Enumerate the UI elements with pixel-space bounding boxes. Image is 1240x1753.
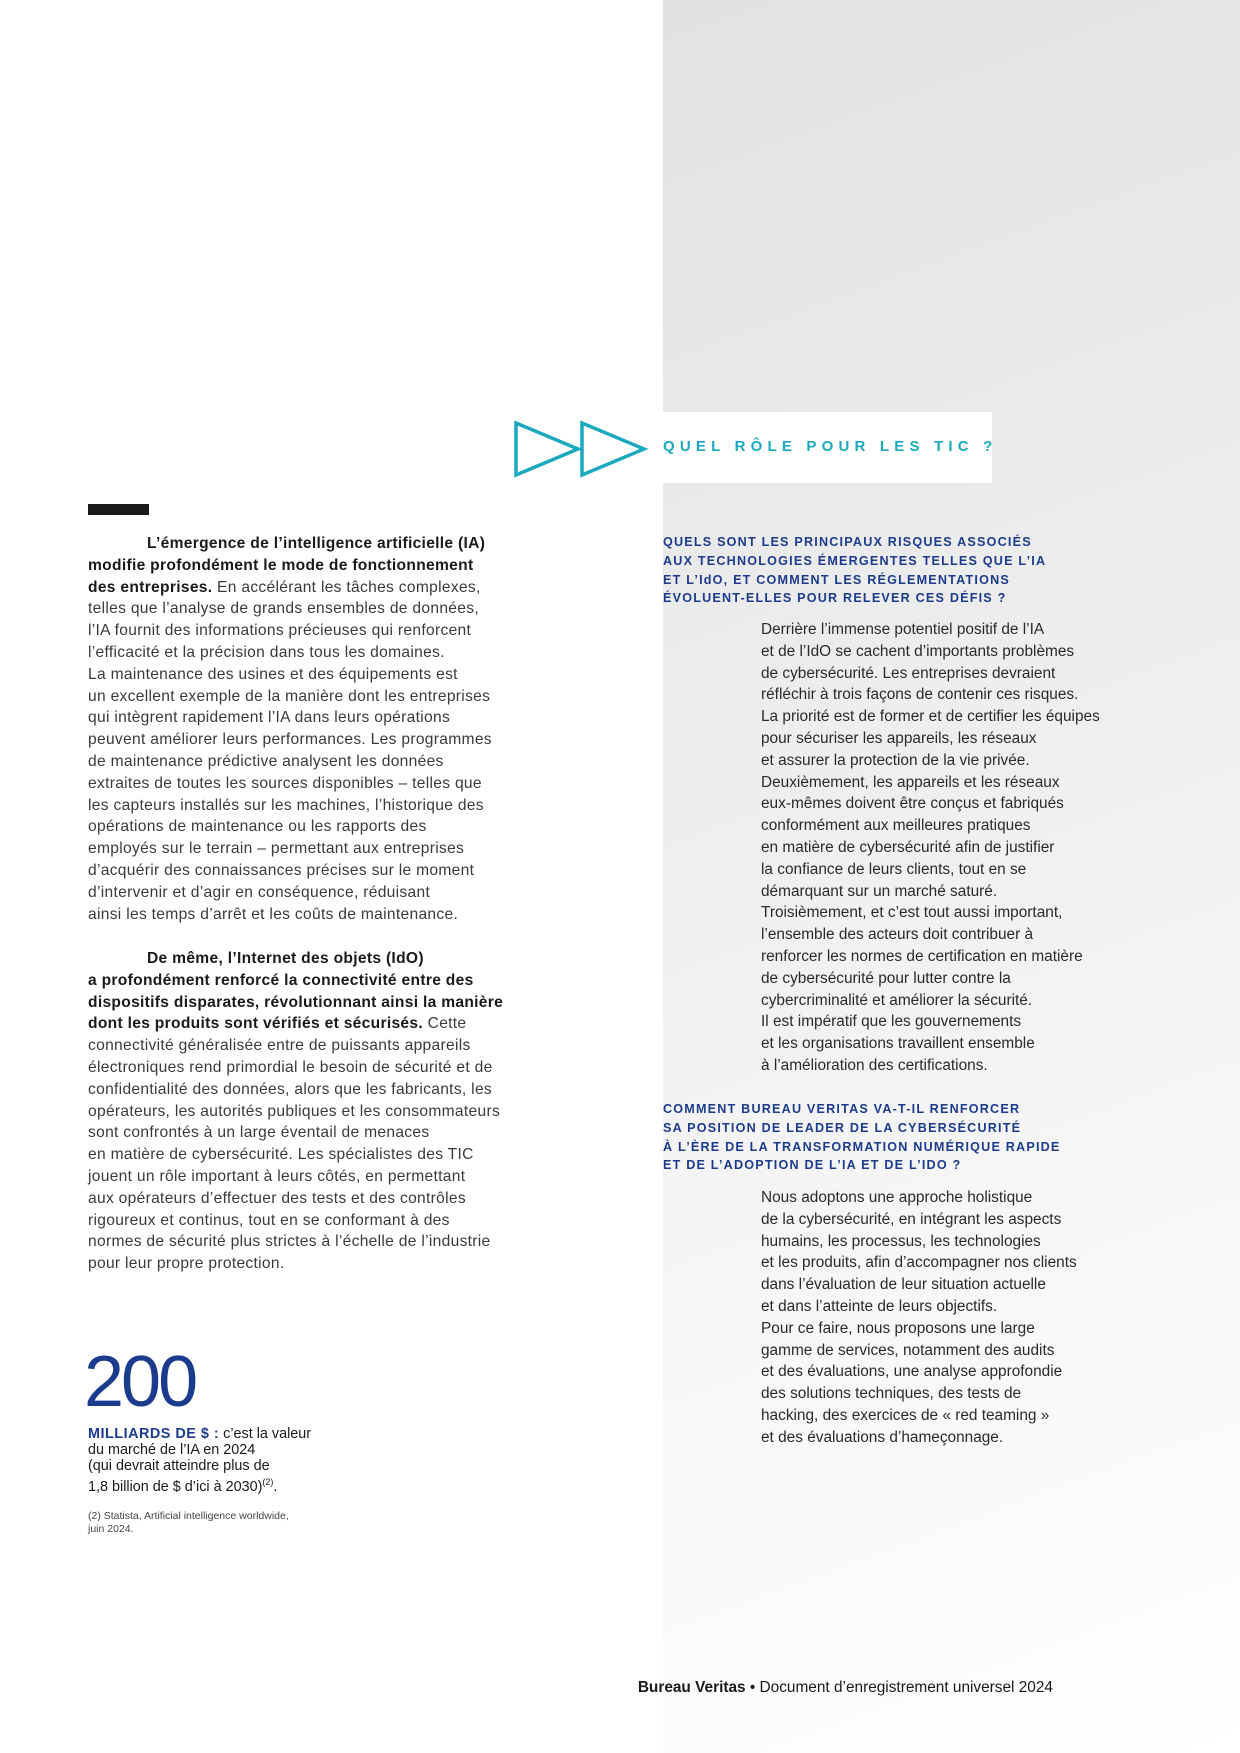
text-line bbox=[88, 860, 492, 882]
bold-text: modifie profondément le mode de fonctionnement bbox=[88, 556, 474, 574]
bold-text: dont les produits sont vérifiés et sécurisés. bbox=[88, 1015, 423, 1033]
text-line: de cybersécurité pour lutter contre la bbox=[761, 969, 1011, 987]
text-line: Nous adoptons une approche holistique bbox=[761, 1189, 1033, 1206]
left-paragraph-iot bbox=[88, 948, 503, 1275]
body-text: l’efficacité et la précision dans tous les domaines. bbox=[88, 643, 445, 661]
bold-text: De même, l’Internet des objets (IdO) bbox=[147, 950, 424, 967]
text-line bbox=[88, 1166, 503, 1188]
text-line: hacking, des exercices de « red teaming » bbox=[761, 1406, 1050, 1424]
body-text: connectivité généralisée entre de puissants appareils bbox=[88, 1037, 471, 1055]
text-line bbox=[88, 1144, 503, 1166]
text-line: en matière de cybersécurité afin de justifier bbox=[761, 838, 1055, 856]
body-text: en matière de cybersécurité. Les spécialistes des TIC bbox=[88, 1146, 474, 1164]
heading-line: ET L’IdO, ET COMMENT LES RÉGLEMENTATIONS bbox=[663, 572, 1010, 587]
body-text: employés sur le terrain – permettant aux entreprises bbox=[88, 840, 465, 858]
text-line: La priorité est de former et de certifier les équipes bbox=[761, 708, 1100, 726]
section-title: QUEL RÔLE POUR LES TIC ? bbox=[663, 438, 998, 455]
body-text: un excellent exemple de la manière dont les entreprises bbox=[88, 687, 491, 705]
text-line: Deuxièmement, les appareils et les réseaux bbox=[761, 773, 1060, 791]
double-triangle-icon bbox=[512, 419, 648, 479]
body-text: rigoureux et continus, tout en se conformant à des bbox=[88, 1211, 450, 1229]
left-paragraph-ai bbox=[88, 533, 492, 925]
body-text: La maintenance des usines et des équipements est bbox=[88, 665, 458, 683]
page-footer bbox=[638, 1679, 1053, 1697]
text-line: à l’amélioration des certifications. bbox=[761, 1056, 988, 1074]
text-line: et les organisations travaillent ensemble bbox=[761, 1035, 1035, 1053]
text-line: Pour ce faire, nous proposons une large bbox=[761, 1319, 1035, 1337]
stat-text: . bbox=[273, 1478, 278, 1495]
stat-label: MILLIARDS DE $ : bbox=[88, 1426, 220, 1442]
text-line: démarquant sur un marché saturé. bbox=[761, 882, 998, 900]
text-line bbox=[88, 1231, 503, 1253]
text-line bbox=[88, 577, 492, 599]
body-text: pour leur propre protection. bbox=[88, 1255, 285, 1273]
stat-text: c’est la valeur bbox=[219, 1426, 312, 1442]
text-line bbox=[88, 707, 492, 729]
footer-brand: Bureau Veritas bbox=[637, 1679, 746, 1696]
text-line bbox=[88, 992, 503, 1014]
text-line bbox=[88, 664, 492, 686]
body-text: les capteurs installés sur les machines, l’historique des bbox=[88, 796, 484, 814]
bold-text: des entreprises. bbox=[88, 578, 213, 596]
text-line bbox=[88, 1057, 503, 1079]
body-text: Cette bbox=[423, 1015, 467, 1033]
text-line bbox=[88, 816, 492, 838]
text-line: des solutions techniques, des tests de bbox=[761, 1385, 1022, 1403]
stat-description bbox=[88, 1426, 311, 1495]
text-line bbox=[88, 533, 492, 555]
body-text: jouent un rôle important à leurs côtés, en permettant bbox=[88, 1167, 466, 1185]
text-line: Troisièmement, et c’est tout aussi important, bbox=[761, 904, 1063, 922]
text-line: renforcer les normes de certification en matière bbox=[761, 947, 1083, 965]
body-text: de maintenance prédictive analysent les données bbox=[88, 752, 444, 770]
text-line bbox=[88, 1253, 503, 1275]
bold-text: L’émergence de l’intelligence artificielle (IA) bbox=[147, 535, 486, 552]
text-line: de cybersécurité. Les entreprises devraient bbox=[761, 664, 1056, 682]
body-text: opérations de maintenance ou les rapports des bbox=[88, 818, 427, 836]
text-line: et des évaluations d’hameçonnage. bbox=[761, 1428, 1004, 1446]
bold-text: a profondément renforcé la connectivité entre des bbox=[88, 971, 474, 989]
body-text: extraites de toutes les sources disponibles – telles que bbox=[88, 774, 482, 792]
text-line: et des évaluations, une analyse approfondie bbox=[761, 1363, 1063, 1381]
bold-text: dispositifs disparates, révolutionnant ainsi la manière bbox=[88, 993, 504, 1011]
text-line bbox=[88, 1013, 503, 1035]
text-line: Il est impératif que les gouvernements bbox=[761, 1013, 1022, 1031]
text-line bbox=[88, 1079, 503, 1101]
text-line: réfléchir à trois façons de contenir ces risques. bbox=[761, 686, 1079, 704]
text-line bbox=[88, 948, 503, 970]
text-line: et les produits, afin d’accompagner nos clients bbox=[761, 1254, 1077, 1272]
stat-text: 1,8 billion de $ d’ici à 2030) bbox=[88, 1478, 263, 1495]
body-text: ainsi les temps d’arrêt et les coûts de maintenance. bbox=[88, 905, 459, 923]
body-text: d’intervenir et d’agir en conséquence, réduisant bbox=[88, 883, 431, 901]
text-line bbox=[88, 1101, 503, 1123]
text-line bbox=[88, 882, 492, 904]
text-line: et assurer la protection de la vie privée. bbox=[761, 751, 1030, 769]
body-text: opérateurs, les autorités publiques et les consommateurs bbox=[88, 1102, 501, 1120]
body-text: peuvent améliorer leurs performances. Les programmes bbox=[88, 731, 492, 749]
text-line: et de l’IdO se cachent d’importants problèmes bbox=[761, 642, 1075, 660]
heading-line: À L’ÈRE DE LA TRANSFORMATION NUMÉRIQUE RAPIDE bbox=[663, 1139, 1061, 1154]
text-line: de la cybersécurité, en intégrant les aspects bbox=[761, 1210, 1062, 1228]
body-text: électroniques rend primordial le besoin de sécurité et de bbox=[88, 1058, 493, 1076]
body-text: En accélérant les tâches complexes, bbox=[212, 578, 481, 596]
footer-text: • Document d’enregistrement universel 2024 bbox=[745, 1679, 1053, 1696]
body-text: l’IA fournit des informations précieuses qui renforcent bbox=[88, 622, 472, 640]
text-line bbox=[88, 751, 492, 773]
question-heading-bv bbox=[663, 1100, 1061, 1175]
footnote-ref: (2) bbox=[262, 1477, 274, 1487]
stat-text: du marché de l’IA en 2024 bbox=[88, 1442, 256, 1458]
text-line bbox=[88, 1122, 503, 1144]
text-line: l’ensemble des acteurs doit contribuer à bbox=[761, 926, 1034, 944]
footnote bbox=[88, 1510, 289, 1536]
body-text: confidentialité des données, alors que les fabricants, les bbox=[88, 1080, 493, 1098]
heading-line: QUELS SONT LES PRINCIPAUX RISQUES ASSOCIÉS bbox=[663, 535, 1032, 549]
text-line: cybercriminalité et améliorer la sécurité. bbox=[761, 991, 1033, 1009]
heading-line: ÉVOLUENT-ELLES POUR RELEVER CES DÉFIS ? bbox=[663, 591, 1007, 606]
text-line bbox=[88, 686, 492, 708]
text-line: pour sécuriser les appareils, les réseaux bbox=[761, 729, 1037, 747]
text-line: conformément aux meilleures pratiques bbox=[761, 817, 1031, 835]
text-line: humains, les processus, les technologies bbox=[761, 1232, 1041, 1250]
footnote-line: (2) Statista, Artificial intelligence worldwide, bbox=[88, 1510, 289, 1522]
heading-line: SA POSITION DE LEADER DE LA CYBERSÉCURITÉ bbox=[663, 1120, 1022, 1135]
body-text: aux opérateurs d’effectuer des tests et des contrôles bbox=[88, 1189, 466, 1207]
body-text: telles que l’analyse de grands ensembles de données, bbox=[88, 600, 479, 618]
stat-text: (qui devrait atteindre plus de bbox=[88, 1458, 270, 1474]
text-line bbox=[88, 795, 492, 817]
text-line bbox=[88, 620, 492, 642]
text-line bbox=[88, 729, 492, 751]
text-line: Derrière l’immense potentiel positif de l’IA bbox=[761, 621, 1045, 638]
answer-risks bbox=[761, 619, 1100, 1077]
text-line bbox=[88, 598, 492, 620]
answer-bv bbox=[761, 1187, 1077, 1449]
text-line: et dans l’atteinte de leurs objectifs. bbox=[761, 1297, 998, 1315]
text-line bbox=[88, 555, 492, 577]
body-text: d’acquérir des connaissances précises sur le moment bbox=[88, 861, 475, 879]
text-line bbox=[88, 838, 492, 860]
stat-value: 200 bbox=[84, 1342, 196, 1422]
text-line: eux-mêmes doivent être conçus et fabriqués bbox=[761, 795, 1064, 813]
text-line bbox=[88, 1035, 503, 1057]
text-line bbox=[88, 773, 492, 795]
heading-line: COMMENT BUREAU VERITAS VA-T-IL RENFORCER bbox=[663, 1102, 1021, 1116]
body-text: qui intègrent rapidement l’IA dans leurs opérations bbox=[88, 709, 451, 727]
text-line: gamme de services, notamment des audits bbox=[761, 1341, 1055, 1359]
text-line: dans l’évaluation de leur situation actuelle bbox=[761, 1276, 1046, 1294]
heading-line: AUX TECHNOLOGIES ÉMERGENTES TELLES QUE L’IA bbox=[663, 553, 1047, 568]
text-line bbox=[88, 1188, 503, 1210]
text-line bbox=[88, 642, 492, 664]
text-line bbox=[88, 970, 503, 992]
text-line bbox=[88, 904, 492, 926]
text-line bbox=[88, 1210, 503, 1232]
text-line: la confiance de leurs clients, tout en se bbox=[761, 860, 1027, 878]
heading-line: ET DE L’ADOPTION DE L’IA ET DE L’IDO ? bbox=[663, 1158, 962, 1173]
footnote-line: juin 2024. bbox=[88, 1523, 134, 1535]
decorative-bar bbox=[88, 504, 149, 515]
question-heading-risks bbox=[663, 533, 1046, 608]
body-text: sont confrontés à un large éventail de menaces bbox=[88, 1124, 430, 1142]
body-text: normes de sécurité plus strictes à l’échelle de l’industrie bbox=[88, 1233, 491, 1251]
